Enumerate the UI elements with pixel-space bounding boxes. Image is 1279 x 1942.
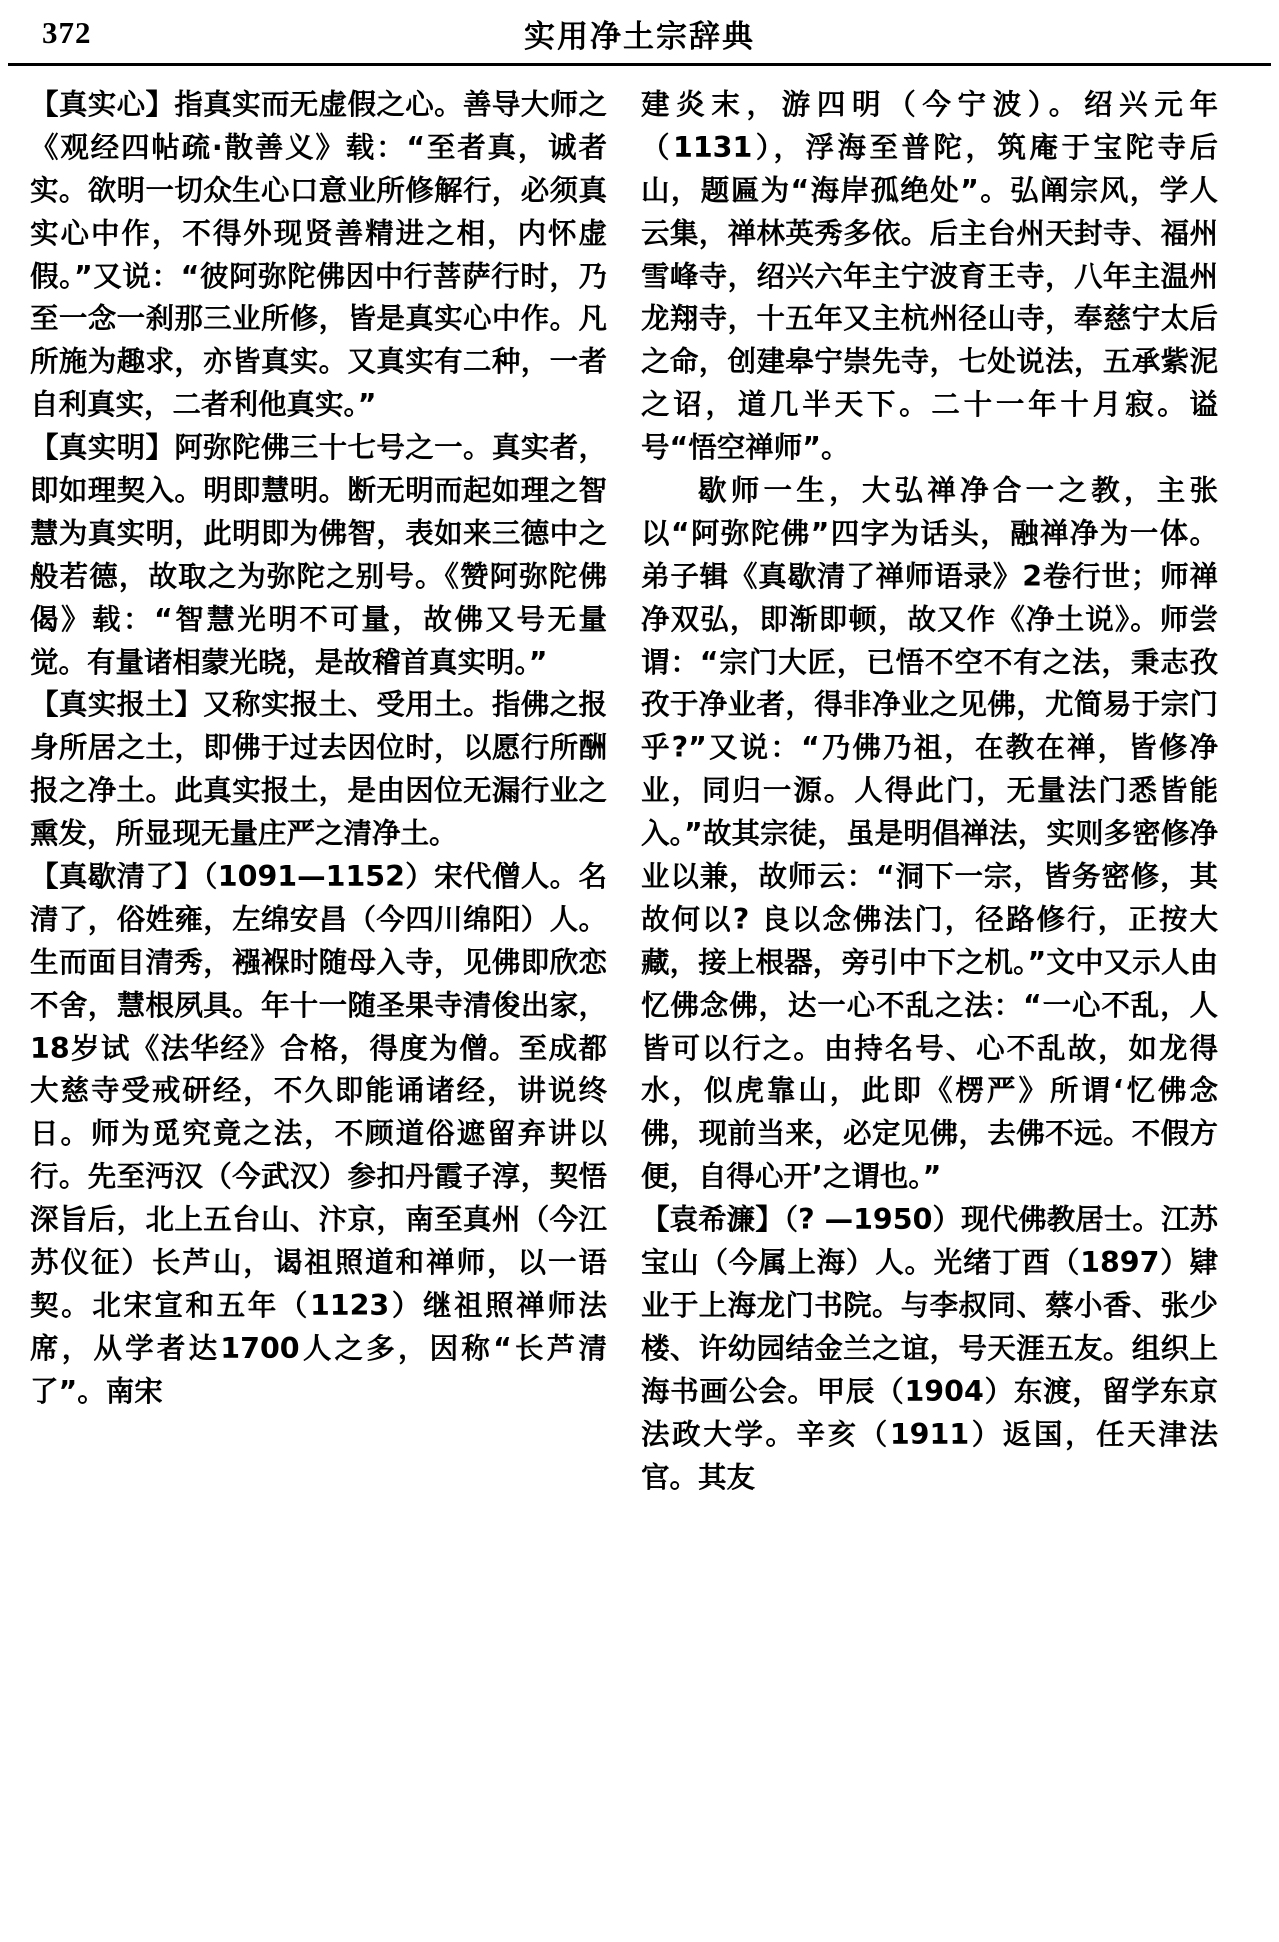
entry-paragraph: 【真歇清了】（1091—1152）宋代僧人。名清了，俗姓雍，左绵安昌（今四川绵阳）人。生而面目清秀，襁褓时随母入寺，见佛即欣恋不舍，慧根夙具。年十一随圣果寺清俊出家，18岁试《法华经》合格，得度为僧。至成都大慈寺受戒研经，不久即能诵诸经，讲说终日。师为觅究竟之法，不顾道俗遮留弃讲以行。先至沔汉（今武汉）参扣丹霞子淳，契悟深旨后，北上五台山、汴京，南至真州（今江苏仪征）长芦山，谒祖照道和禅师，以一语契。北宋宣和五年（1123）继祖照禅师法席，从学者达1700人之多，因称“长芦清了”。南宋 xyxy=(30,860,607,1408)
entry-paragraph: 【真实心】指真实而无虚假之心。善导大师之《观经四帖疏·散善义》载：“至者真，诚者实。欲明一切众生心口意业所修解行，必须真实心中作，不得外现贤善精进之相，内怀虚假。”又说：“彼阿弥陀佛因中行菩萨行时，乃至一念一刹那三业所修，皆是真实心中作。凡所施为趣求，亦皆真实。又真实有二种，一者自利真实，二者利他真实。” xyxy=(30,88,607,422)
book-title: 实用净土宗辞典 xyxy=(524,18,755,55)
header-divider xyxy=(8,63,1271,66)
entry-paragraph: 【真实明】阿弥陀佛三十七号之一。真实者，即如理契入。明即慧明。断无明而起如理之智慧为真实明，此明即为佛智，表如来三德中之般若德，故取之为弥陀之别号。《赞阿弥陀佛偈》载：“智慧光明不可量，故佛又号无量觉。有量诸相蒙光晓，是故稽首真实明。” xyxy=(30,431,607,679)
entry-paragraph: 歇师一生，大弘禅净合一之教，主张以“阿弥陀佛”四字为话头，融禅净为一体。弟子辑《真歇清了禅师语录》2卷行世；师禅净双弘，即渐即顿，故又作《净土说》。师尝谓：“宗门大匠，已悟不空不有之法，秉志孜孜于净业者，得非净业之见佛，尤简易于宗门乎?”又说：“乃佛乃祖，在教在禅，皆修净业，同归一源。人得此门，无量法门悉皆能入。”故其宗徒，虽是明倡禅法，实则多密修净业以兼，故师云：“洞下一宗，皆务密修，其故何以? 良以念佛法门，径路修行，正按大藏，接上根器，旁引中下之机。”文中又示人由忆佛念佛，达一心不乱之法：“一心不乱，人皆可以行之。由持名号、心不乱故，如龙得水，似虎靠山，此即《楞严》所谓‘忆佛念佛，现前当来，必定见佛，去佛不远。不假方便，自得心开’之谓也。” xyxy=(641,474,1218,1194)
entry-paragraph-continued: 建炎末，游四明（今宁波）。绍兴元年（1131），浮海至普陀，筑庵于宝陀寺后山，题匾为“海岸孤绝处”。弘阐宗风，学人云集，禅林英秀多依。后主台州天封寺、福州雪峰寺，绍兴六年主宁波育王寺，八年主温州龙翔寺，十五年又主杭州径山寺，奉慈宁太后之命，创建皋宁崇先寺，七处说法，五承紫泥之诏，道几半天下。二十一年十月寂。谥号“悟空禅师”。 xyxy=(641,88,1218,465)
left-column xyxy=(30,84,607,1499)
page-columns xyxy=(0,66,1279,1499)
page-header xyxy=(0,0,1279,66)
right-column xyxy=(641,84,1218,1499)
entry-paragraph: 【袁希濂】（? —1950）现代佛教居士。江苏宝山（今属上海）人。光绪丁酉（1897）肄业于上海龙门书院。与李叔同、蔡小香、张少楼、许幼园结金兰之谊，号天涯五友。组织上海书画公会。甲辰（1904）东渡，留学东京法政大学。辛亥（1911）返国，任天津法官。其友 xyxy=(641,1203,1218,1494)
entry-paragraph: 【真实报土】又称实报土、受用土。指佛之报身所居之土，即佛于过去因位时，以愿行所酬报之净土。此真实报土，是由因位无漏行业之熏发，所显现无量庄严之清净土。 xyxy=(30,688,607,851)
page-number: 372 xyxy=(42,15,92,50)
